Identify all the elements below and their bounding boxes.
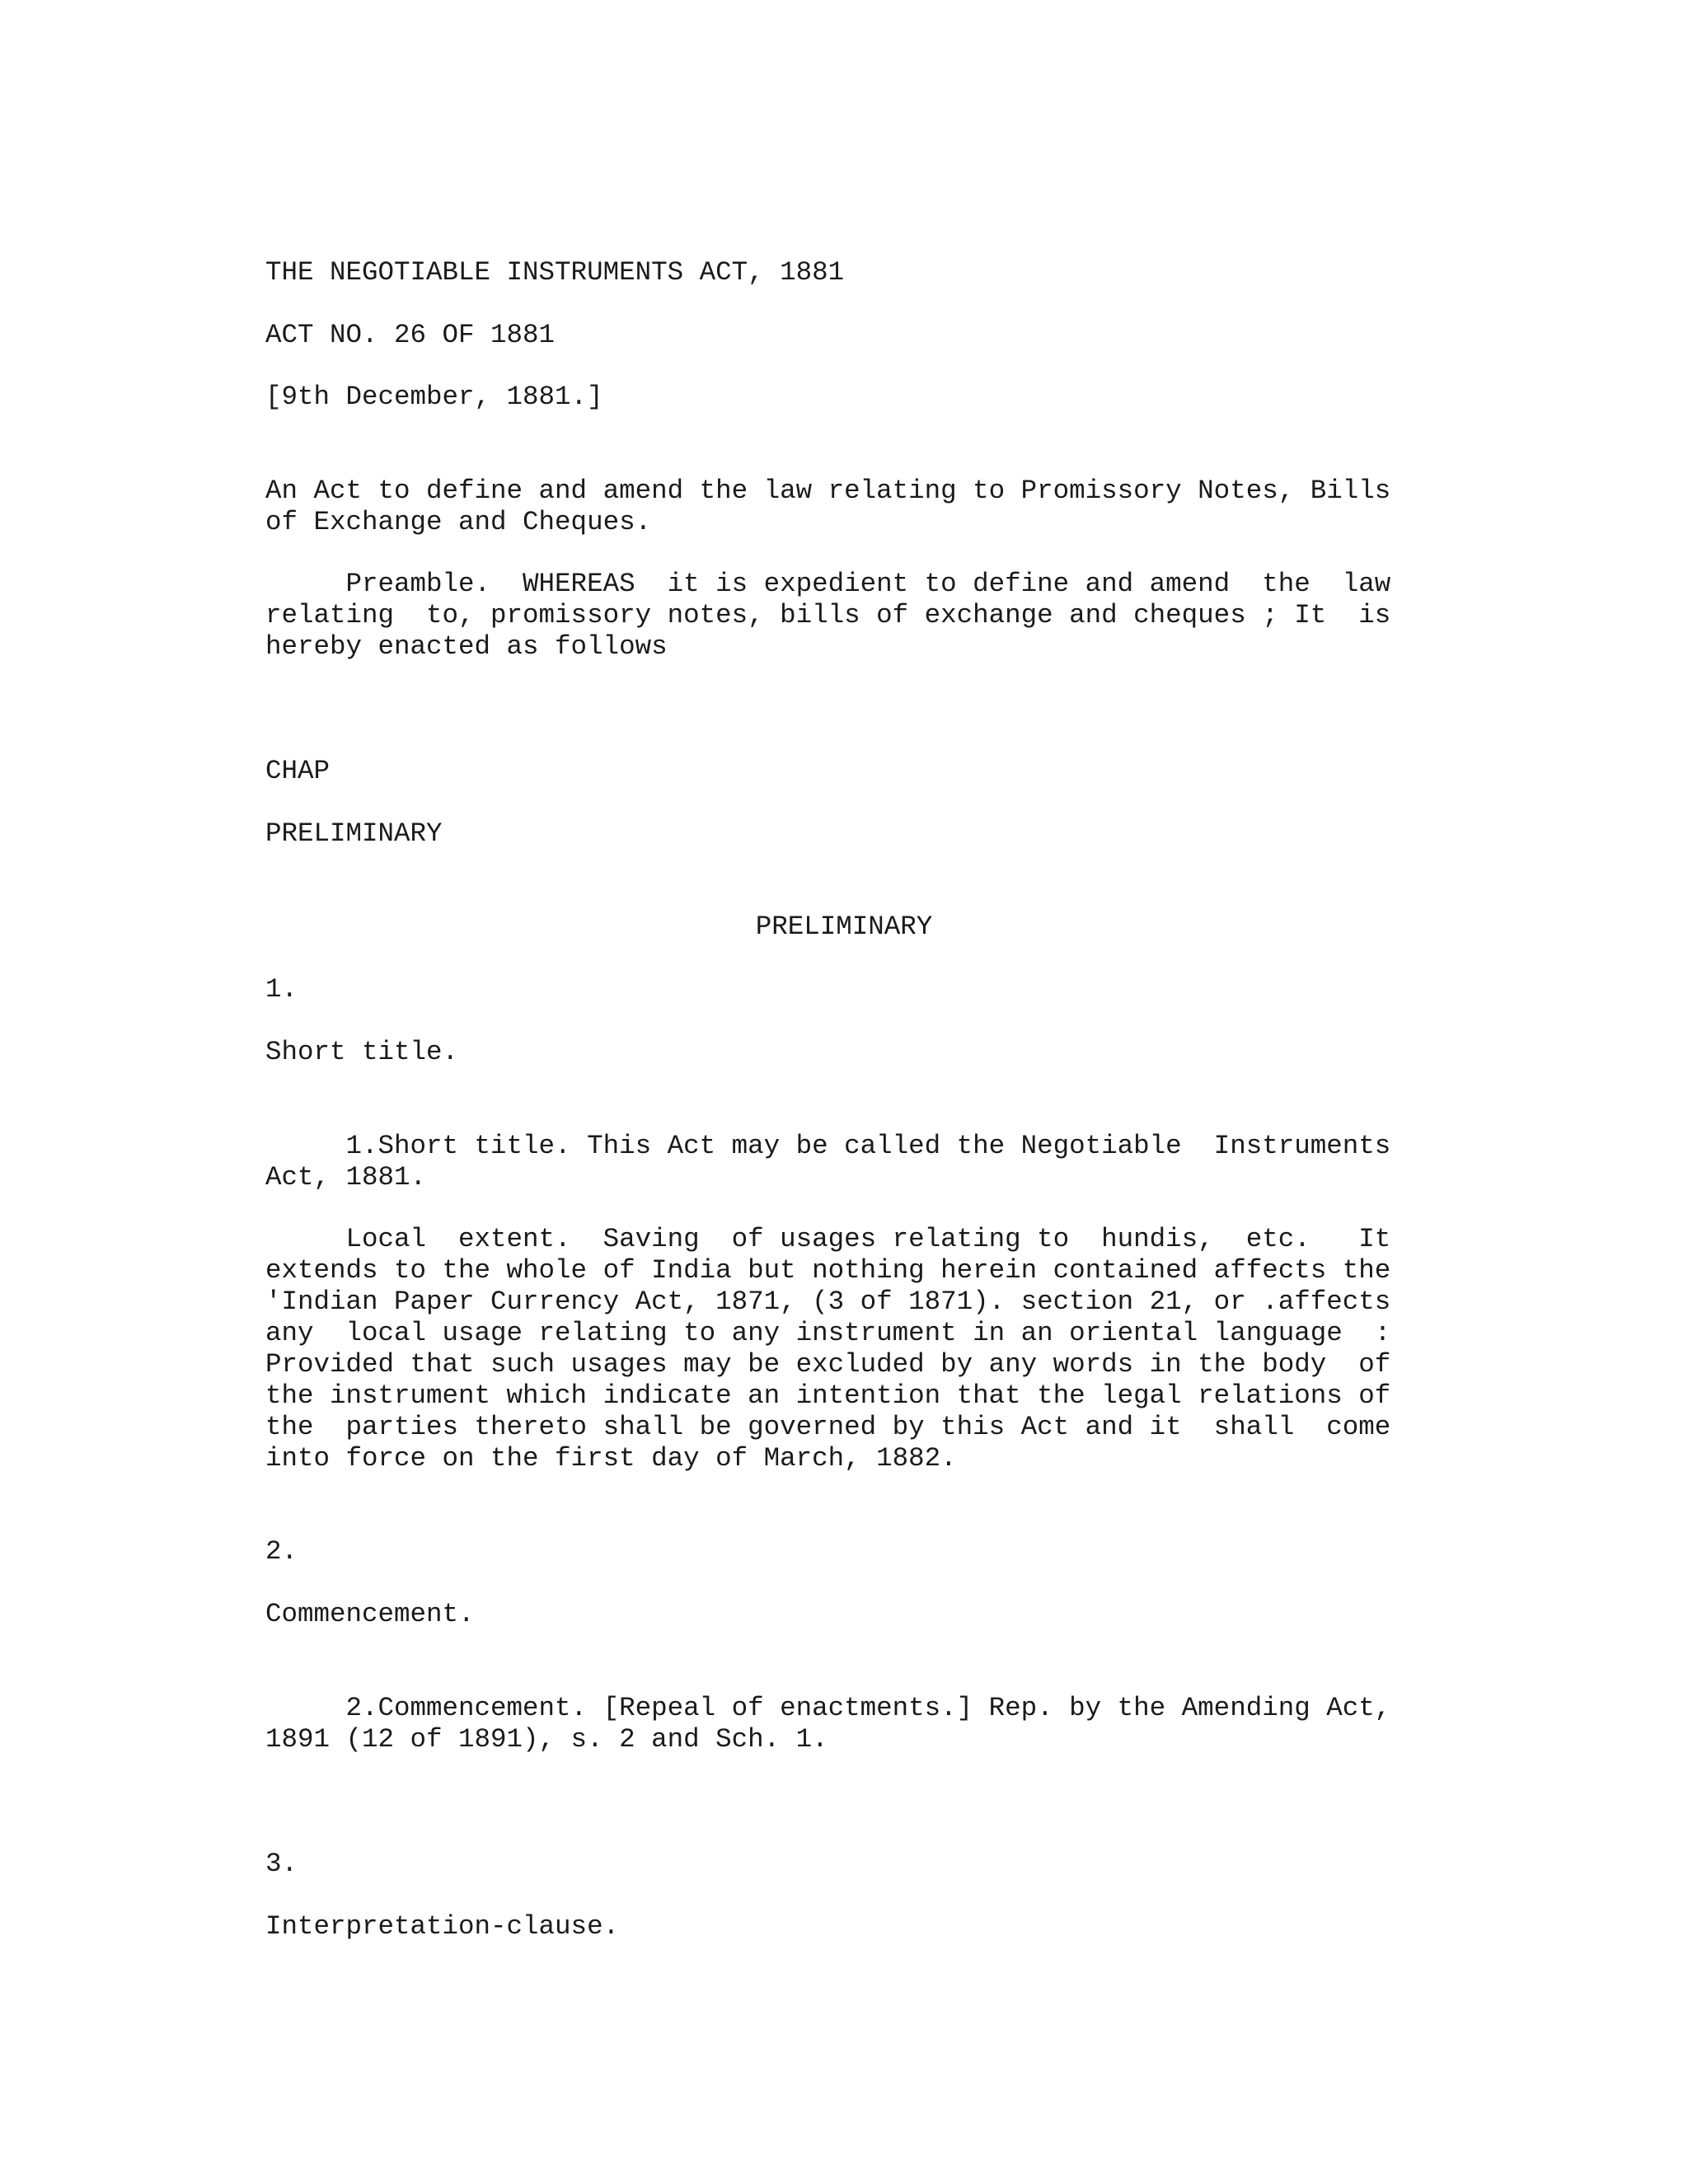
section-text-line: the parties thereto shall be governed by this Act and it shall come xyxy=(265,1412,1391,1442)
section-number: 2. xyxy=(265,1536,298,1567)
section-text-line: 1.Short title. This Act may be called the Negotiable Instruments xyxy=(265,1131,1391,1161)
section-number: 1. xyxy=(265,974,298,1005)
chapter-heading: PRELIMINARY xyxy=(755,912,933,942)
chapter-label: CHAP xyxy=(265,756,331,786)
preamble-line: Preamble. WHEREAS it is expedient to define and amend the law xyxy=(265,569,1391,599)
section-text-line: into force on the first day of March, 1882. xyxy=(265,1443,957,1474)
chapter-name: PRELIMINARY xyxy=(265,818,443,849)
section-text-line: any local usage relating to any instrument in an oriental language : xyxy=(265,1318,1391,1348)
long-title-line: of Exchange and Cheques. xyxy=(265,507,652,537)
section-title: Interpretation-clause. xyxy=(265,1911,620,1942)
preamble-line: relating to, promissory notes, bills of exchange and cheques ; It is xyxy=(265,600,1391,630)
section-text-line: Act, 1881. xyxy=(265,1162,427,1193)
section-text-line: 2.Commencement. [Repeal of enactments.] Rep. by the Amending Act, xyxy=(265,1693,1391,1723)
act-number: ACT NO. 26 OF 1881 xyxy=(265,320,556,350)
section-text-line: 1891 (12 of 1891), s. 2 and Sch. 1. xyxy=(265,1724,828,1755)
section-title: Short title. xyxy=(265,1037,459,1067)
section-text-line: the instrument which indicate an intention that the legal relations of xyxy=(265,1380,1391,1411)
act-title: THE NEGOTIABLE INSTRUMENTS ACT, 1881 xyxy=(265,257,845,288)
section-text-line: 'Indian Paper Currency Act, 1871, (3 of 1871). section 21, or .affects xyxy=(265,1286,1391,1317)
section-text-line: extends to the whole of India but nothing herein contained affects the xyxy=(265,1255,1391,1286)
section-title: Commencement. xyxy=(265,1599,475,1629)
section-number: 3. xyxy=(265,1849,298,1879)
section-text-line: Provided that such usages may be excluded by any words in the body of xyxy=(265,1349,1391,1380)
preamble-line: hereby enacted as follows xyxy=(265,631,668,662)
section-text-line: Local extent. Saving of usages relating to hundis, etc. It xyxy=(265,1224,1391,1254)
long-title-line: An Act to define and amend the law relating to Promissory Notes, Bills xyxy=(265,476,1391,506)
act-date: [9th December, 1881.] xyxy=(265,382,603,412)
